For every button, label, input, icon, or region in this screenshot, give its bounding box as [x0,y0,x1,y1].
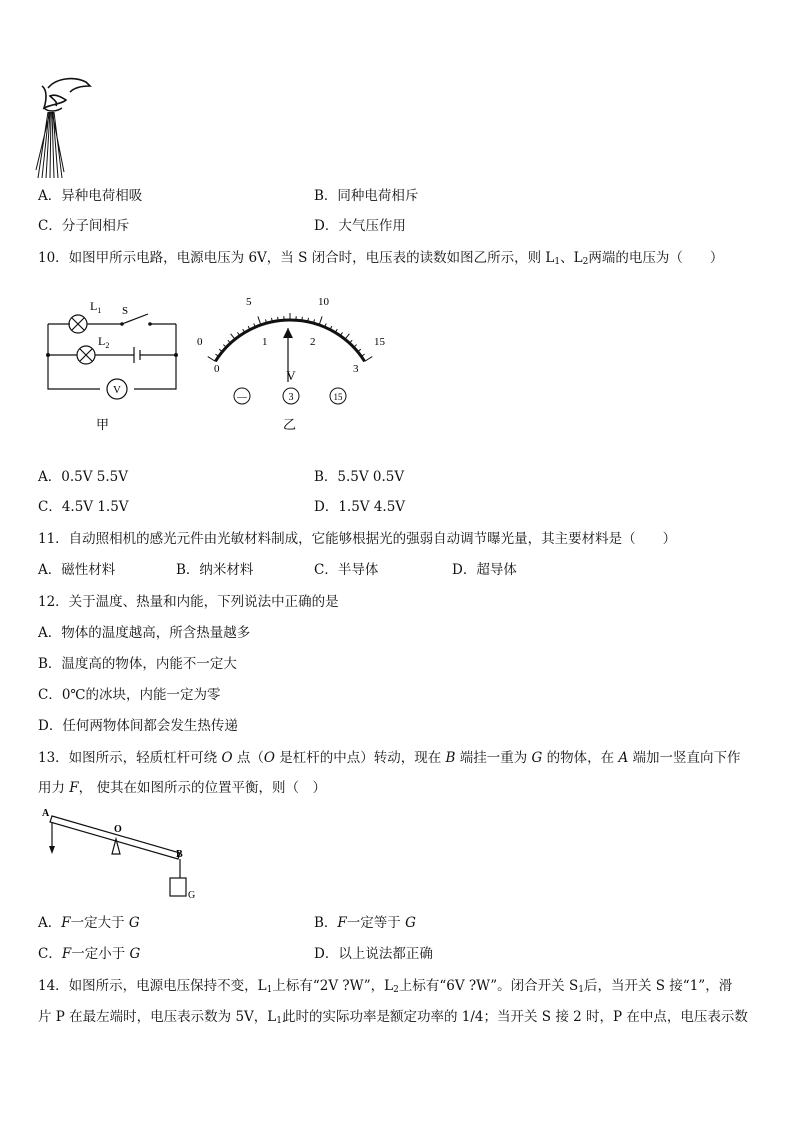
circuit-l1-label: $L_1$ [90,299,102,315]
charged-strips-figure [34,74,96,180]
meter-tick [319,316,322,324]
q14-stem-line2: 片 P 在最左端时，电压表示数为 5V，$L_1$此时的实际功率是额定功率的 1/4；当开关 S 接 2 时，P 在中点，电压表示数 [38,1009,748,1026]
lever-label-o: O [114,824,122,835]
meter-tick [278,317,279,321]
lever-label-a: A [42,808,50,819]
q14-stem-line1: 14．如图所示，电源电压保持不变，$L_1$上标有“2V ?W”，$L_2$上标有“6V ?W”。闭合开关 $S_1$后，当开关 S 接“1”，滑 [38,978,733,995]
meter-terminal-negative: — [237,392,247,403]
q13-option-c: C．F一定小于 G [38,946,141,962]
circuit-diagram [40,292,185,432]
q10-option-b: B．5.5V 0.5V [314,469,405,485]
meter-tick [302,317,303,321]
meter-tick [231,334,235,339]
lever-figure [38,806,208,906]
q11-option-a: A．磁性材料 [38,562,116,578]
lever-label-b: B [176,849,183,860]
meter-tick [365,357,373,362]
meter-top-tick-5: 5 [246,296,252,308]
q12-option-b: B．温度高的物体，内能不一定大 [38,656,237,672]
q11-option-b: B．纳米材料 [176,562,254,578]
meter-top-tick-0: 0 [197,336,203,348]
q12-stem: 12．关于温度、热量和内能，下列说法中正确的是 [38,594,339,610]
meter-terminal-3: 3 [288,392,294,403]
meter-top-tick-10: 10 [318,296,329,308]
circuit-switch-label: S [122,305,129,317]
q9-option-a: A．异种电荷相吸 [38,188,143,204]
q9-option-d: D．大气压作用 [314,218,406,234]
q10-option-d: D．1.5V 4.5V [314,499,406,515]
q13-option-b: B．F一定等于 G [314,915,416,931]
meter-top-tick-15: 15 [374,336,385,348]
q12-option-d: D．任何两物体间都会发生热传递 [38,718,238,734]
voltmeter-dial [190,290,390,435]
q12-option-a: A．物体的温度越高，所含热量越多 [38,625,251,641]
meter-bottom-tick-3: 3 [353,363,359,375]
meter-bottom-tick-1: 1 [262,336,268,348]
q11-stem: 11．自动照相机的感光元件由光敏材料制成，它能够根据光的强弱自动调节曝光量，其主要材料是（ ） [38,531,677,547]
meter-bottom-tick-2: 2 [310,336,316,348]
q11-option-d: D．超导体 [452,562,517,578]
meter-tick [258,316,261,324]
meter-terminal-15: 15 [333,392,343,402]
q13-stem-line2: 用力 F， 使其在如图所示的位置平衡，则（ ） [38,780,326,796]
meter-unit: V [286,368,296,383]
voltmeter-symbol: V [113,384,121,396]
q13-stem-line1: 13．如图所示，轻质杠杆可绕 O 点（O 是杠杆的中点）转动，现在 B 端挂一重为 G 的物体，在 A 端加一竖直向下作 [38,750,741,766]
q9-option-c: C．分子间相斥 [38,218,130,234]
circuit-l2-label: $L_2$ [98,334,110,350]
q9-option-b: B．同种电荷相斥 [314,188,419,204]
meter-caption: 乙 [283,417,297,432]
q11-option-c: C．半导体 [314,562,379,578]
q13-option-d: D．以上说法都正确 [314,946,433,962]
meter-tick [345,334,349,339]
q10-stem: 10．如图甲所示电路，电源电压为 6V，当 S 闭合时，电压表的读数如图乙所示，则 $L_1$、$L_2$两端的电压为（ ） [38,250,724,267]
q10-option-c: C．4.5V 1.5V [38,499,129,515]
lever-label-g: G [188,890,196,901]
circuit-caption: 甲 [96,417,110,432]
meter-tick [208,357,216,362]
q12-option-c: C．0℃的冰块，内能一定为零 [38,687,221,703]
meter-bottom-tick-0: 0 [214,363,220,375]
q13-option-a: A．F一定大于 G [38,915,140,931]
q10-option-a: A．0.5V 5.5V [38,469,128,485]
